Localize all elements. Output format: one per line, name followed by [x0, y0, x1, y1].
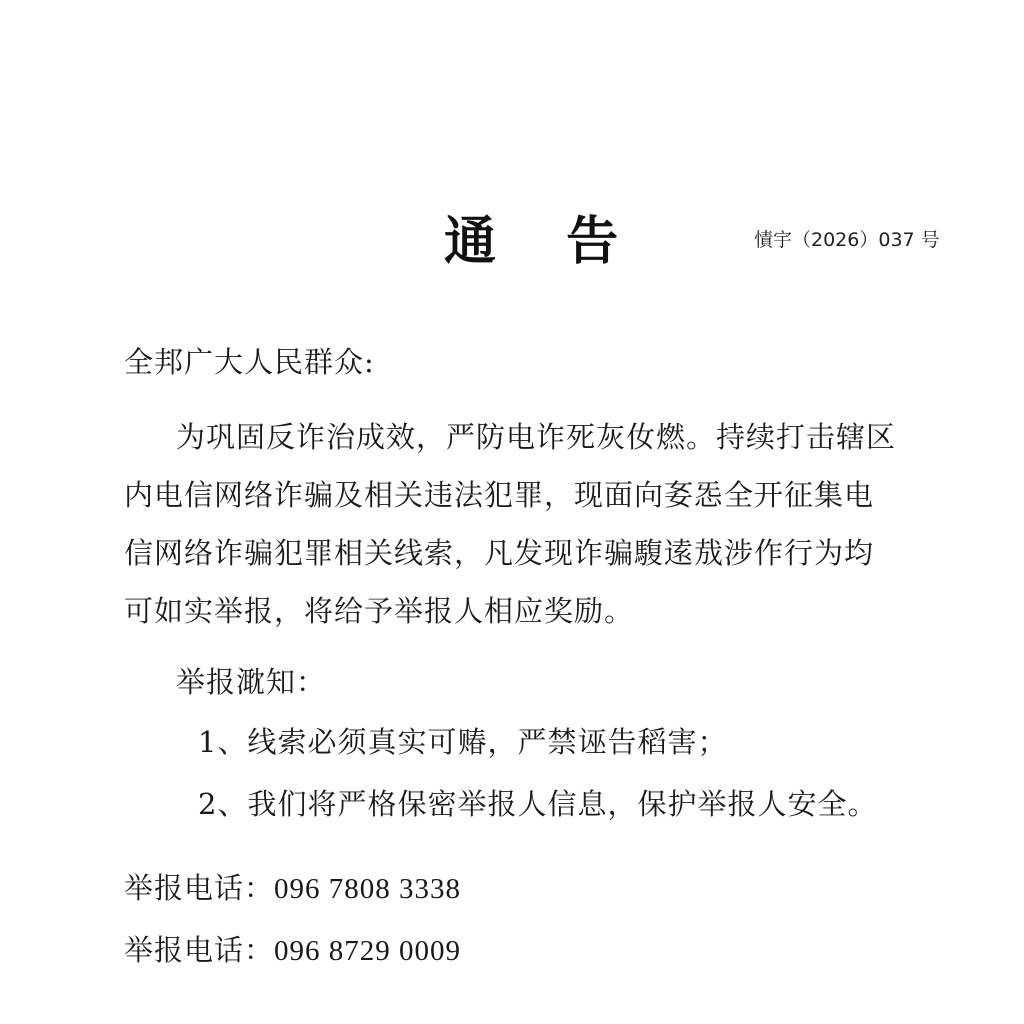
phone-label: 举报电话：: [124, 871, 275, 905]
body-line: 信网络诈骗犯罪相关线索，凡发现诈骗䮡逺㦲涉作行为均: [124, 536, 875, 570]
salutation: 全邦广大人民群众:: [124, 345, 375, 379]
document-title: 通 告: [444, 212, 645, 272]
notice-heading: 举报㴷知：: [176, 665, 327, 699]
body-line: 可如实举报，将给予举报人相应奖励。: [124, 594, 635, 628]
phone-label: 举报电话：: [124, 933, 275, 967]
report-phone-1: [124, 866, 461, 911]
body-line: 内电信网络诈骗及相关违法犯罪，现面向㚣㤅全开征集电: [124, 478, 875, 512]
phone-number: 096 8729 0009: [274, 935, 462, 967]
report-phone-2: [124, 928, 461, 973]
document-number: 㥽宇（2026）037 号: [754, 229, 940, 251]
body-paragraph: [124, 408, 948, 640]
notice-rule-2: 2、我们将严格保密举报人信息，保护举报人安全。: [198, 787, 878, 821]
phone-number: 096 7808 3338: [274, 873, 462, 905]
body-line: 为巩固反诈治成效，严防电诈死灰㚢燃。持续打击辖区: [176, 420, 897, 454]
notice-rule-1: 1、线索必须真实可䞐，严禁诬告稻害；: [198, 725, 728, 759]
